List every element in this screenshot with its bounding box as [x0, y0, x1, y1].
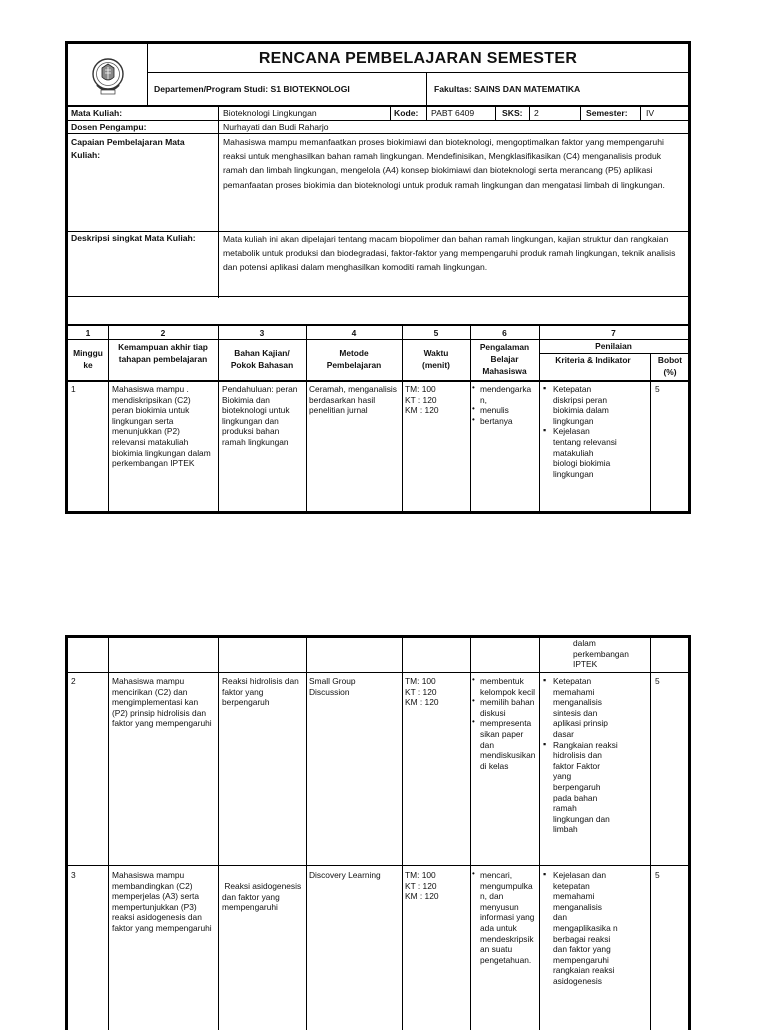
col-number-4: 4: [351, 328, 357, 338]
col-number-7: 7: [611, 328, 616, 338]
page-title: RENCANA PEMBELAJARAN SEMESTER: [258, 50, 578, 67]
week1-pengalaman: [472, 384, 538, 426]
rps-page-1: [65, 41, 691, 514]
week3-kemampuan: Mahasiswa mampu membandingkan (C2) memperjelas (A3) serta mempertunjukkan (P3) reaksi asidogenesis dan faktor yang mempengaruhi: [112, 870, 212, 933]
week1-bahan: Pendahuluan: peran Biokimia dan bioteknologi untuk lingkungan dan produksi bahan ramah lingkungan: [222, 384, 298, 447]
week1-waktu: TM: 100 KT : 120 KM : 120: [405, 384, 439, 416]
week1-metode: Ceramah, menganalisis berdasarkan hasil penelitian jurnal: [309, 384, 397, 416]
week1-kemampuan: Mahasiswa mampu . mendiskripsikan (C2) peran biokimia untuk lingkungan serta menunjukkan (P2) relevansi matakuliah biokimia lingkungan dalam perkembangan IPTEK: [112, 384, 211, 469]
week2-waktu: TM: 100 KT : 120 KM : 120: [405, 676, 439, 708]
list-item: • mencari, mengumpulka n, dan menyusun informasi yang ada untuk mendeskripsik an suatu pengetahuan.: [472, 870, 538, 965]
week1-kriteria: [542, 384, 648, 479]
dosen-value: Nurhayati dan Budi Raharjo: [223, 122, 329, 132]
mata-kuliah-label: Mata Kuliah:: [71, 108, 123, 118]
list-item: ▪ Ketepatan memahami menganalisis sintesis dan aplikasi prinsip dasar: [542, 676, 648, 740]
list-item: ▪ Ketepatan diskripsi peran biokimia dalam lingkungan: [542, 384, 648, 426]
header-penilaian: Penilaian: [595, 341, 632, 351]
week1-minggu: 1: [71, 384, 76, 394]
rps-page-2: [65, 635, 691, 1030]
kode-label: Kode:: [394, 108, 419, 118]
week3-metode: Discovery Learning: [309, 870, 381, 880]
week3-bahan: Reaksi asidogenesis dan faktor yang mempengaruhi: [222, 881, 304, 913]
university-seal-icon: [88, 55, 128, 97]
week2-minggu: 2: [71, 676, 76, 686]
deskripsi-label: Deskripsi singkat Mata Kuliah:: [71, 233, 196, 243]
week2-bahan: Reaksi hidrolisis dan faktor yang berpengaruh: [222, 676, 299, 708]
week3-minggu: 3: [71, 870, 76, 880]
list-item: • mempresenta sikan paper dan mendiskusikan di kelas: [472, 718, 538, 771]
col-number-2: 2: [160, 328, 166, 338]
list-item: • memilih bahan diskusi: [472, 697, 538, 718]
department-label: Departemen/Program Studi: S1 BIOTEKNOLOGI: [154, 84, 350, 94]
col-number-5: 5: [433, 328, 439, 338]
mata-kuliah-value: Bioteknologi Lingkungan: [223, 108, 317, 118]
week1-kriteria-continued: dalam perkembangan IPTEK: [573, 638, 629, 670]
col-number-3: 3: [259, 328, 265, 338]
week3-waktu: TM: 100 KT : 120 KM : 120: [405, 870, 439, 902]
header-minggu: Minggu ke: [73, 348, 103, 370]
sks-label: SKS:: [502, 108, 523, 118]
faculty-label: Fakultas: SAINS DAN MATEMATIKA: [434, 84, 581, 94]
list-item: • menulis: [472, 405, 538, 416]
list-item: • bertanya: [472, 416, 538, 427]
week2-bobot: 5: [655, 676, 660, 686]
sks-value: 2: [534, 108, 539, 118]
header-waktu: Waktu (menit): [422, 348, 450, 370]
capaian-label: Capaian Pembelajaran Mata Kuliah:: [71, 137, 185, 160]
header-pengalaman: Pengalaman Belajar Mahasiswa: [479, 342, 530, 376]
week2-metode: Small Group Discussion: [309, 676, 356, 697]
week2-pengalaman: [472, 676, 538, 771]
kode-value: PABT 6409: [431, 108, 475, 118]
header-bobot: Bobot (%): [657, 355, 683, 377]
list-item: ▪ Kejelasan tentang relevansi matakuliah biologi biokimia lingkungan: [542, 426, 648, 479]
dosen-label: Dosen Pengampu:: [71, 122, 147, 132]
week3-kriteria: [542, 870, 648, 987]
list-item: ▪ Rangkaian reaksi hidrolisis dan faktor Faktor yang berpengaruh pada bahan ramah lingkungan dan limbah: [542, 740, 648, 835]
list-item: • membentuk kelompok kecil: [472, 676, 538, 697]
header-metode: Metode Pembelajaran: [326, 348, 382, 370]
semester-value: IV: [646, 108, 655, 118]
list-item: • mendengarka n,: [472, 384, 538, 405]
header-bahan: Bahan Kajian/ Pokok Bahasan: [230, 348, 294, 370]
header-kemampuan: Kemampuan akhir tiap tahapan pembelajaran: [118, 342, 208, 364]
week3-bobot: 5: [655, 870, 660, 880]
week2-kriteria: [542, 676, 648, 835]
col-number-6: 6: [502, 328, 507, 338]
week1-bobot: 5: [655, 384, 660, 394]
col-number-1: 1: [85, 328, 91, 338]
semester-label: Semester:: [586, 108, 628, 118]
week2-kemampuan: Mahasiswa mampu mencirikan (C2) dan mengimplementasi kan (P2) prinsip hidrolisis dan faktor yang mempengaruhi: [112, 676, 212, 729]
header-kriteria: Kriteria & Indikator: [555, 355, 631, 365]
list-item: ▪ Kejelasan dan ketepatan memahami menganalisis dan mengaplikasika n berbagai reaksi dan faktor yang mempengaruhi rangkaian reaksi asidogenesis: [542, 870, 648, 987]
week3-pengalaman: [472, 870, 538, 965]
capaian-text: Mahasiswa mampu memanfaatkan proses biokimiawi dan bioteknologi, mengoptimalkan faktor yang mempengaruhi reaksi untuk menghasilkan bahan ramah lingkungan. Mendefinisikan, Mengklasifikasikan (C4) menganalisis produk ramah dan limbah lingkungan, mengelola (A4) konsep biokimiawi dan bioteknologi serta merancang (P5) aplikasi pemanfaatan proses biokimia dan bioteknologi untuk produk ramah lingkungan dan mengatasi limbah di lingkungan.: [223, 137, 665, 190]
deskripsi-text: Mata kuliah ini akan dipelajari tentang macam biopolimer dan bahan ramah lingkungan, kajian struktur dan rangkaian metabolik untuk produksi dan biodegradasi, faktor-faktor yang mempengaruhi produk ramah lingkungan, teknik analisis dan potensi aplikasi dalam menghasilkan komoditi ramah lingkungan.: [223, 234, 676, 273]
